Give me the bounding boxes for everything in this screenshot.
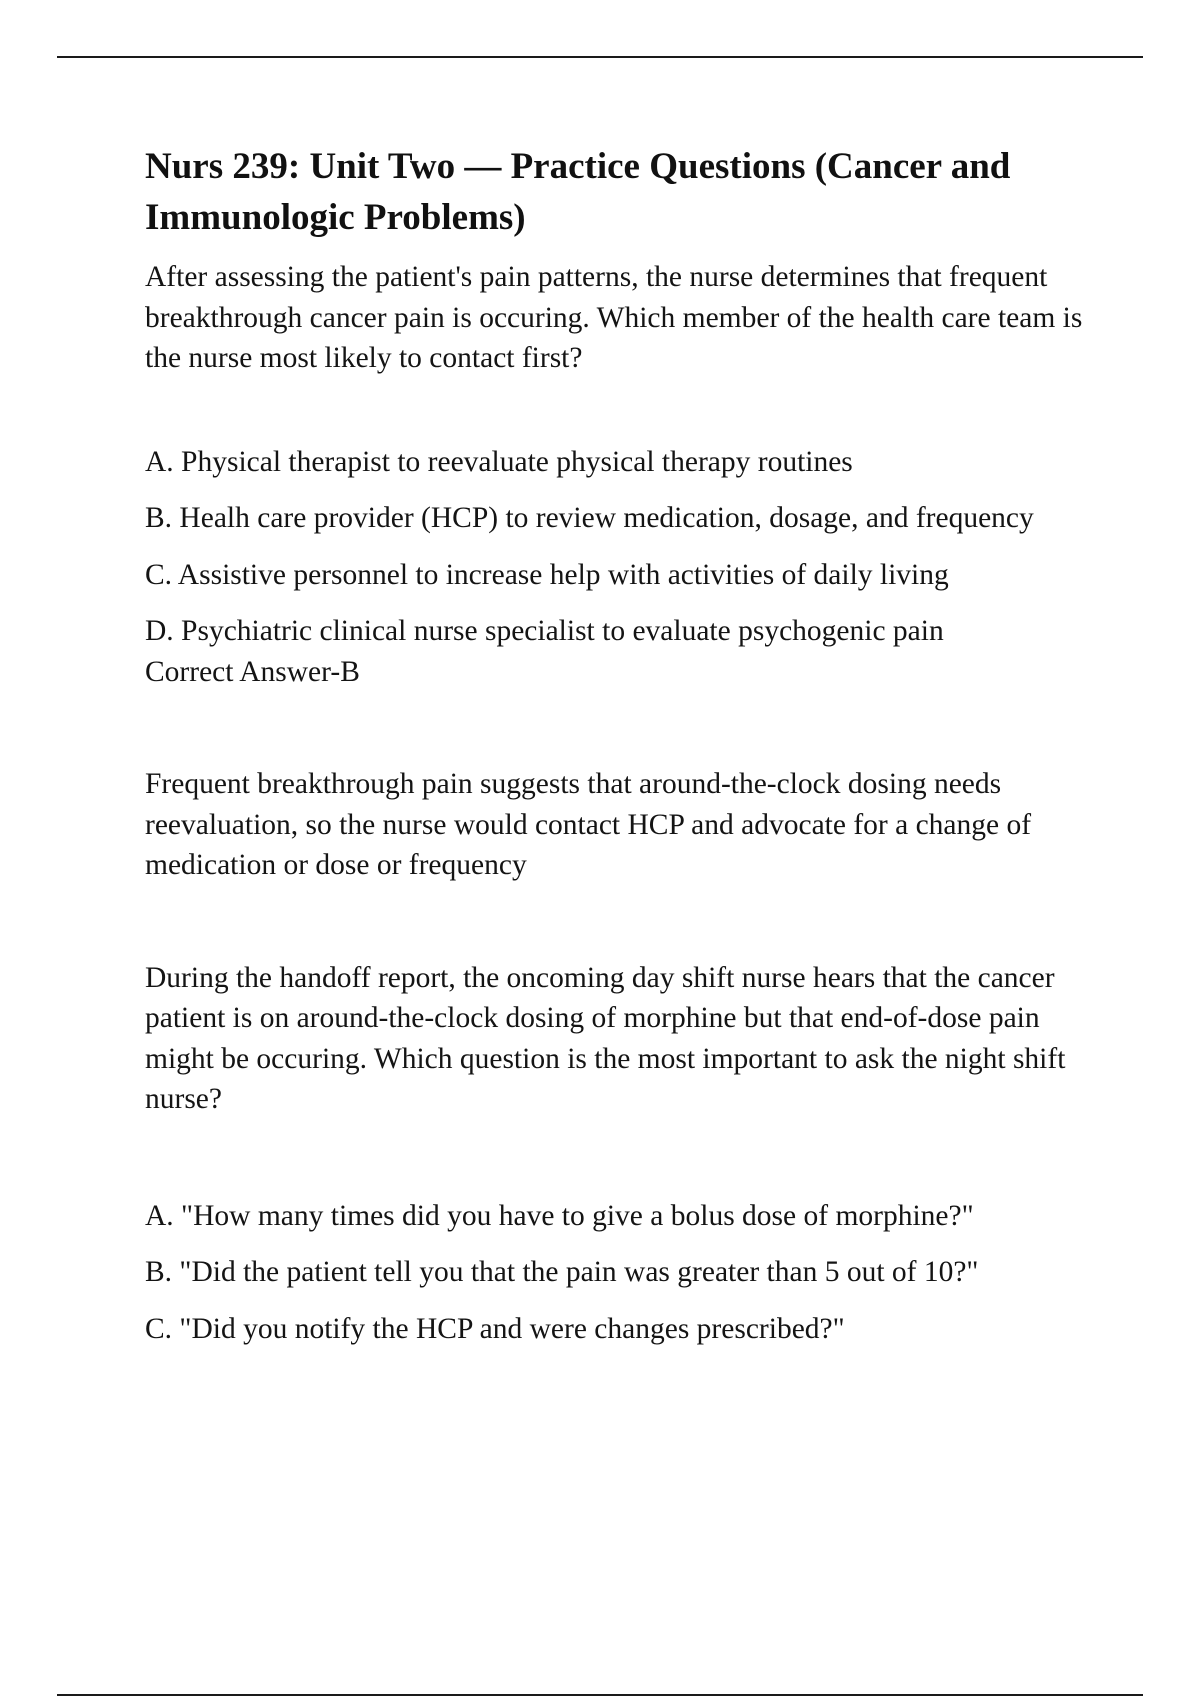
question-1-option-a: A. Physical therapist to reevaluate physical therapy routines <box>145 445 853 478</box>
document-title: Nurs 239: Unit Two — Practice Questions (Cancer and Immunologic Problems) <box>145 146 1011 238</box>
question-2-options <box>145 1196 1105 1350</box>
question-1-options <box>145 442 1105 693</box>
top-rule <box>57 56 1143 58</box>
bottom-rule <box>57 1694 1143 1696</box>
document-body <box>145 141 1105 1349</box>
question-2-option-b: B. "Did the patient tell you that the pain was greater than 5 out of 10?" <box>145 1256 979 1288</box>
question-2-option-a: A. "How many times did you have to give a bolus dose of morphine?" <box>145 1199 974 1232</box>
question-1-rationale: Frequent breakthrough pain suggests that around-the-clock dosing needs reevaluation, so the nurse would contact HCP and advocate for a change of medication or dose or frequency <box>145 768 1032 881</box>
question-1-option-c: C. Assistive personnel to increase help with activities of daily living <box>145 558 949 591</box>
question-1-option-b: B. Healh care provider (HCP) to review medication, dosage, and frequency <box>145 502 1034 534</box>
question-2-option-c: C. "Did you notify the HCP and were changes prescribed?" <box>145 1312 845 1345</box>
question-2-stem: During the handoff report, the oncoming day shift nurse hears that the cancer patient is on around-the-clock dosing of morphine but that end-of-dose pain might be occuring. Which question is the most important to ask the night shift nurse? <box>145 961 1066 1115</box>
question-1-option-d-block <box>145 611 1105 692</box>
question-1-option-d: D. Psychiatric clinical nurse specialist to evaluate psychogenic pain <box>145 615 944 647</box>
question-1-stem: After assessing the patient's pain patterns, the nurse determines that frequent breakthrough cancer pain is occuring. Which member of the health care team is the nurse most likely to contact first? <box>145 261 1083 374</box>
question-1-correct-answer: Correct Answer-B <box>145 655 360 688</box>
